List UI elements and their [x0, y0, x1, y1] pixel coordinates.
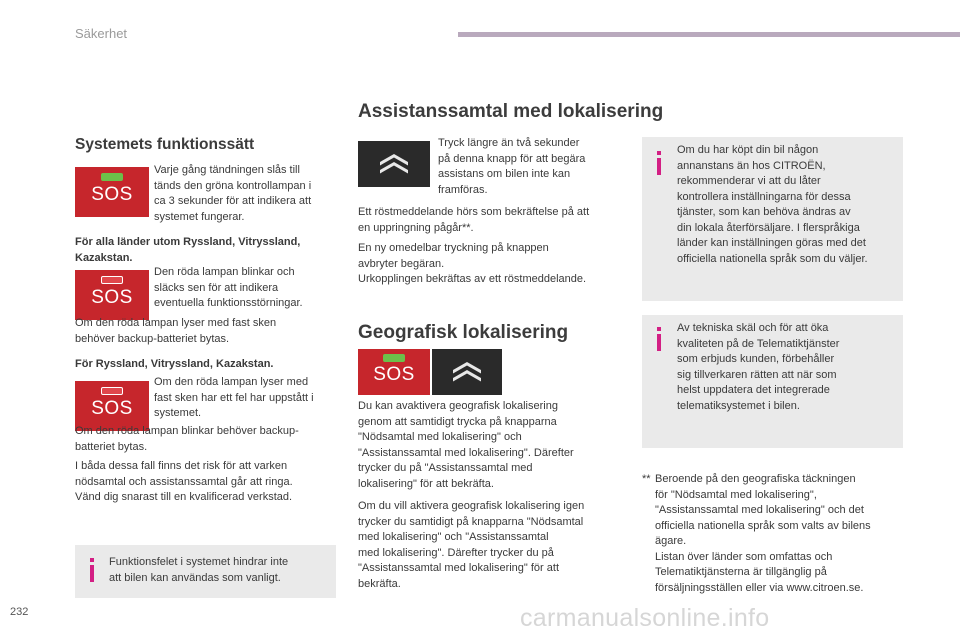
info-text-telematics: Av tekniska skäl och för att öka kvaliteten på de Telematiktjänster som erbjuds kunden, förbehåller sig tillverkaren rätten att när som helst uppdatera det integrerade telematiksystemet i bilen.: [677, 322, 840, 412]
paragraph-risk: I båda dessa fall finns det risk för att varken nödsamtal och assistanssamtal går att ringa. Vänd dig snarast till en kvalificerad verkstad.: [75, 460, 293, 503]
geografisk-lokalisering-title: Geografisk lokalisering: [358, 322, 569, 343]
page-number: 232: [10, 606, 29, 618]
sos-button-icon-geo: SOS: [358, 349, 430, 395]
paragraph-red-blink: Den röda lampan blinkar och släcks sen för att indikera eventuella funktionsstörningar.: [154, 266, 303, 309]
paragraph-backup-battery: Om den röda lampan lyser med fast sken behöver backup-batteriet bytas.: [75, 317, 277, 345]
sos-button-icon-green: SOS: [75, 167, 149, 217]
subheading-other-countries: För alla länder utom Ryssland, Vitryssland, Kazakstan.: [75, 236, 301, 264]
note-text: Funktionsfelet i systemet hindrar inte att bilen kan användas som vanligt.: [109, 556, 289, 584]
systemets-funktionssatt-title: Systemets funktionssätt: [75, 136, 255, 153]
paragraph-deactivate: Du kan avaktivera geografisk lokalisering genom att samtidigt trycka på knapparna "Nödsamtal med lokalisering" och "Assistanssamtal med lokalisering". Därefter trycker du på "Assistanssamtal med lokalisering" för att bekräfta.: [358, 400, 574, 490]
citroen-chevron-icon: [358, 141, 430, 187]
paragraph-activate: Om du vill aktivera geografisk lokalisering igen trycker du samtidigt på knapparna "Nödsamtal med lokalisering" och "Assistanssamtal med lokalisering". Därefter trycker du på "Assistanssamtal med lokalisering" för att bekräfta.: [358, 500, 585, 590]
info-box-telematics: [642, 315, 903, 448]
footnote-mark: **: [642, 473, 651, 485]
sos-button-icon-red-2: SOS: [75, 381, 149, 431]
header-bar: [458, 32, 960, 37]
paragraph-press-longer: Tryck längre än två sekunder på denna knapp för att begära assistans om bilen inte kan framföras.: [438, 137, 586, 196]
subheading-russia: För Ryssland, Vitryssland, Kazakstan.: [75, 358, 274, 370]
watermark: carmanualsonline.info: [520, 604, 770, 632]
paragraph-voice-message: Ett röstmeddelande hörs som bekräftelse på att en uppringning pågår**.: [358, 206, 590, 234]
info-icon: [657, 151, 661, 155]
paragraph-green-lamp: Varje gång tändningen slås till tänds den gröna kontrollampan i ca 3 sekunder för att indikera att systemet fungerar.: [154, 164, 312, 223]
paragraph-new-press: En ny omedelbar tryckning på knappen avbryter begäran. Urkopplingen bekräftas av ett röstmeddelande.: [358, 242, 587, 285]
green-lamp-icon: [383, 354, 405, 362]
assistanssamtal-title: Assistanssamtal med lokalisering: [358, 101, 664, 122]
citroen-chevron-icon-geo: [432, 349, 502, 395]
sos-button-icon-red-1: SOS: [75, 270, 149, 320]
green-lamp-icon: [101, 173, 123, 181]
info-icon: [657, 327, 661, 331]
paragraph-blink-battery: Om den röda lampan blinkar behöver backup- batteriet bytas.: [75, 425, 299, 453]
red-lamp-icon: [101, 276, 123, 284]
info-box-citroen: [642, 137, 903, 301]
note-box: [75, 545, 336, 598]
red-lamp-icon: [101, 387, 123, 395]
footnote-text: Beroende på den geografiska täckningen för "Nödsamtal med lokalisering", "Assistanssamtal med lokalisering" och det officiella nationella språk som valts av bilens ägare. Listan över länder som omfattas och Telematiktjänsterna är tillgänglig på försäljningsställen eller via www.citroen.se.: [655, 473, 871, 594]
section-title: Säkerhet: [75, 26, 128, 41]
info-icon: [90, 558, 94, 562]
info-text-citroen: Om du har köpt din bil någon annanstans än hos CITROËN, rekommenderar vi att du låter kontrollera inställningarna för dessa tjänster, som kan behöva ändras av din lokala återförsäljare. I flerspråkiga länder kan inställningen göras med det officiella nationella språk som du väljer.: [677, 144, 868, 265]
paragraph-red-steady: Om den röda lampan lyser med fast sken har ett fel har uppstått i systemet.: [154, 376, 314, 419]
